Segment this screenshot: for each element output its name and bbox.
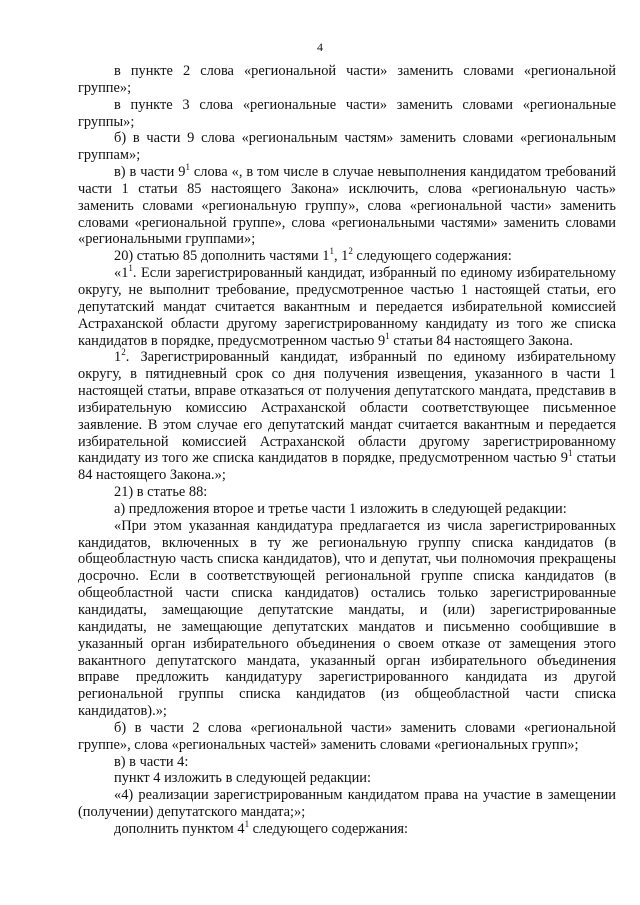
paragraph: [78, 754, 616, 771]
paragraph-text: «4) реализации зарегистрированным кандидатом права на участие в замещении (получении) депутатского мандата;»;: [78, 787, 616, 821]
paragraph: [78, 501, 616, 518]
paragraph: [78, 265, 616, 349]
paragraph: [78, 164, 616, 248]
paragraph-text: . Зарегистрированный кандидат, избранный по единому избирательному округу, в пятидневный срок со дня получения извещения, указанного в части 1 настоящей статьи, вправе отказаться от получения депутатского мандата, представив в избирательную комиссию Астраханской области соответствующее письменное заявление. В этом случае его депутатский мандат считается вакантным и передается избирательной комиссией Астраханской области другому зарегистрированному кандидату из того же списка кандидатов в порядке, предусмотренном частью 9: [78, 349, 616, 467]
paragraph-text: статьи 84 настоящего Закона.: [389, 332, 573, 349]
paragraph: [78, 349, 616, 484]
superscript: 1: [185, 162, 190, 173]
paragraph-text: в) в части 9: [114, 164, 186, 181]
paragraph-text: . Если зарегистрированный кандидат, избранный по единому избирательному округу, не выполнит требование, предусмотренное частью 1 настоящей статьи, его депутатский мандат считается вакантным и передается избирательной комиссией Астраханской области другому зарегистрированному кандидату из того же списка кандидатов в порядке, предусмотренном частью 9: [78, 265, 616, 349]
paragraph-text: следующего содержания:: [249, 820, 408, 837]
paragraph: [78, 818, 616, 838]
paragraph-text: в пункте 3 слова «региональные части» заменить словами «региональные группы»;: [78, 96, 616, 130]
paragraph: [78, 97, 616, 131]
superscript: 1: [329, 246, 334, 257]
paragraph: [78, 770, 616, 787]
paragraph-text: б) в части 9 слова «региональным частям» заменить словами «региональным группам»;: [78, 130, 616, 164]
paragraph-text: в) в части 4:: [114, 753, 189, 770]
paragraph-text: пункт 4 изложить в следующей редакции:: [114, 770, 371, 787]
paragraph-text: 1: [114, 349, 122, 366]
superscript: 1: [567, 448, 573, 459]
superscript: 1: [128, 263, 133, 274]
paragraph-text: в пункте 2 слова «региональной части» заменить словами «региональной группе»;: [78, 63, 616, 96]
document-body: [78, 63, 616, 838]
paragraph: [78, 63, 616, 97]
paragraph: [78, 787, 616, 821]
paragraph-text: 20) статью 85 дополнить частями 1: [114, 248, 330, 265]
paragraph: [78, 248, 616, 265]
paragraph-text: б) в части 2 слова «региональной части» заменить словами «региональной группе», слова «региональных частей» заменить словами «региональных групп»;: [78, 719, 616, 753]
paragraph: [78, 518, 616, 720]
page-number: 4: [317, 40, 323, 54]
paragraph-text: 21) в статье 88:: [114, 484, 208, 501]
paragraph-text: дополнить пунктом 4: [114, 820, 245, 837]
paragraph-text: слова «, в том числе в случае невыполнения кандидатом требований части 1 статьи 85 настоящего Закона» исключить, слова «региональную часть» заменить словами «региональную группу», слова «региональной части» заменить словами «региональной группе», слова «региональными частями» заменить словами «региональными группами»;: [78, 164, 616, 248]
paragraph: [78, 484, 616, 501]
paragraph-text: следующего содержания:: [352, 248, 512, 265]
paragraph-text: «1: [114, 265, 129, 282]
superscript: 1: [244, 818, 250, 829]
paragraph-text: статьи 84 настоящего Закона.»;: [78, 450, 616, 484]
superscript: 2: [348, 246, 353, 257]
superscript: 2: [121, 347, 126, 358]
paragraph: [78, 720, 616, 754]
paragraph-text: а) предложения второе и третье части 1 изложить в следующей редакции:: [114, 500, 567, 517]
superscript: 1: [385, 330, 390, 341]
paragraph-text: «При этом указанная кандидатура предлагается из числа зарегистрированных кандидатов, включенных в ту же региональную группу списка кандидатов (в общеобластную часть списка кандидатов), что и депутат, чьи полномочия прекращены досрочно. Если в соответствующей региональной группе списка кандидатов (в общеобластной части списка кандидатов) остались только зарегистрированные кандидаты, замещающие депутатские мандаты, и (или) зарегистрированные кандидаты, не замещающие депутатских мандатов и письменно сообщившие в указанный орган избирательного объединения о своем отказе от замещения этого вакантного депутатского мандата, указанный орган избирательного объединения вправе предложить кандидатуру зарегистрированного кандидата из другой региональной группы списка кандидатов (из общеобластной части списка кандидатов).»;: [78, 517, 616, 720]
paragraph-text: , 1: [333, 248, 349, 265]
paragraph: [78, 130, 616, 164]
